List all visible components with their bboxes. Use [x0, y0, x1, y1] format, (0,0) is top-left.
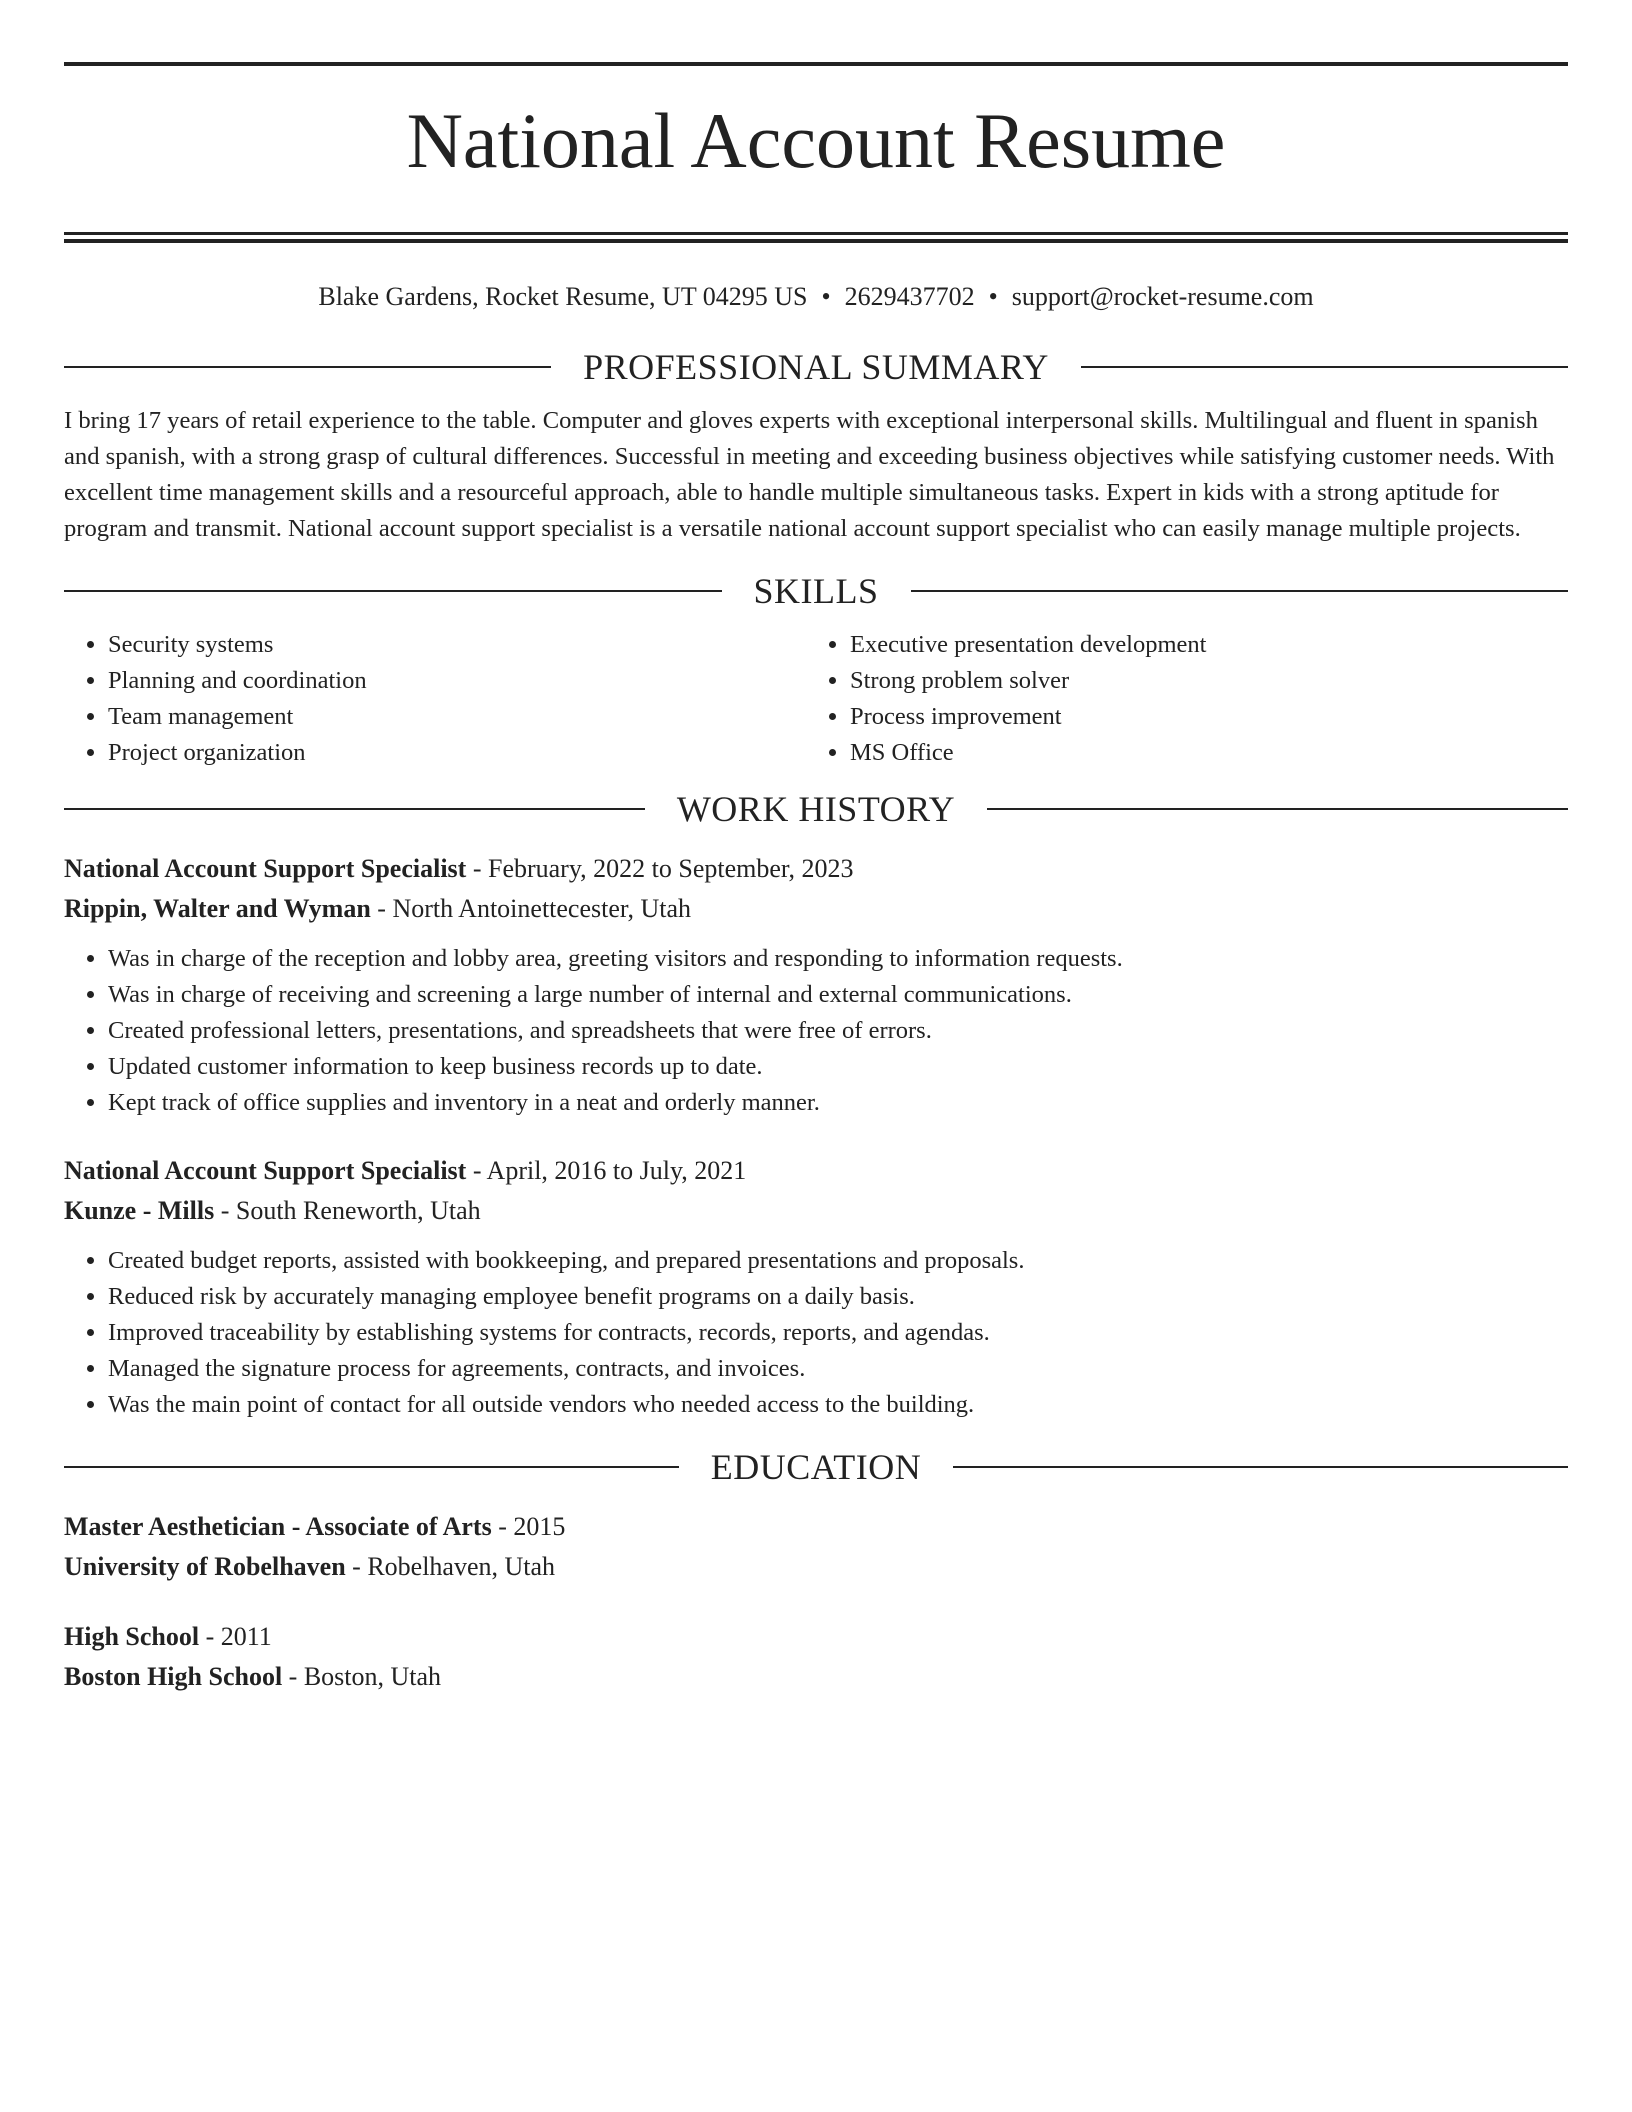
job-dates: - April, 2016 to July, 2021 — [466, 1156, 747, 1185]
skills-list — [64, 627, 1568, 771]
job-bullet: • Kept track of office supplies and inventory in a neat and orderly manner. — [108, 1085, 1568, 1121]
job-entry — [64, 849, 1568, 1121]
job-company: Rippin, Walter and Wyman — [64, 894, 371, 923]
skill-item: • Executive presentation development — [850, 627, 1548, 663]
skill-item: • MS Office — [850, 735, 1548, 771]
job-location: - North Antoinettecester, Utah — [370, 894, 692, 923]
job-bullet: • Created budget reports, assisted with bookkeeping, and prepared presentations and proposals. — [108, 1243, 1568, 1279]
heading-rule — [911, 590, 1569, 592]
heading-rule — [987, 808, 1568, 810]
contact-separator: • — [988, 282, 998, 311]
job-bullet: • Improved traceability by establishing systems for contracts, records, reports, and agendas. — [108, 1315, 1568, 1351]
section-heading-work — [64, 787, 1568, 831]
section-title: WORK HISTORY — [676, 789, 956, 829]
job-bullet: • Was the main point of contact for all outside vendors who needed access to the building. — [108, 1387, 1568, 1423]
heading-rule — [1081, 366, 1568, 368]
job-company-line — [64, 1191, 1568, 1231]
heading-rule — [64, 808, 645, 810]
job-company: Kunze - Mills — [64, 1196, 215, 1225]
job-title: National Account Support Specialist — [64, 854, 467, 883]
education-school: Boston High School — [64, 1662, 283, 1691]
title-double-rule — [64, 232, 1568, 243]
education-school-line — [64, 1657, 1568, 1697]
heading-rule — [953, 1466, 1568, 1468]
contact-line — [64, 279, 1568, 315]
education-degree: High School — [64, 1622, 200, 1651]
job-bullet: • Created professional letters, presentations, and spreadsheets that were free of errors. — [108, 1013, 1568, 1049]
contact-separator: • — [821, 282, 831, 311]
contact-address: Blake Gardens, Rocket Resume, UT 04295 US — [318, 282, 808, 311]
job-company-line — [64, 889, 1568, 929]
job-bullet: • Was in charge of the reception and lobby area, greeting visitors and responding to information requests. — [108, 941, 1568, 977]
heading-rule — [64, 1466, 679, 1468]
job-bullets — [64, 1243, 1568, 1423]
job-bullet: • Reduced risk by accurately managing employee benefit programs on a daily basis. — [108, 1279, 1568, 1315]
skill-item: • Process improvement — [850, 699, 1548, 735]
skill-item: • Strong problem solver — [850, 663, 1548, 699]
skill-item: • Team management — [108, 699, 806, 735]
job-dates: - February, 2022 to September, 2023 — [466, 854, 854, 883]
education-degree-line — [64, 1617, 1568, 1657]
skill-item: • Project organization — [108, 735, 806, 771]
education-location: - Boston, Utah — [282, 1662, 442, 1691]
education-school: University of Robelhaven — [64, 1552, 346, 1581]
education-entry — [64, 1507, 1568, 1587]
section-title: PROFESSIONAL SUMMARY — [583, 347, 1049, 387]
job-bullets — [64, 941, 1568, 1121]
contact-email: support@rocket-resume.com — [1011, 282, 1314, 311]
education-school-line — [64, 1547, 1568, 1587]
section-title: SKILLS — [753, 571, 879, 611]
skill-item: • Security systems — [108, 627, 806, 663]
job-title-line — [64, 1151, 1568, 1191]
heading-rule — [64, 366, 551, 368]
job-bullet: • Updated customer information to keep business records up to date. — [108, 1049, 1568, 1085]
section-heading-skills — [64, 569, 1568, 613]
heading-rule — [64, 590, 722, 592]
top-rule — [64, 62, 1568, 66]
contact-phone: 2629437702 — [844, 282, 975, 311]
education-location: - Robelhaven, Utah — [345, 1552, 556, 1581]
job-title: National Account Support Specialist — [64, 1156, 467, 1185]
education-entry — [64, 1617, 1568, 1697]
skills-column-right — [806, 627, 1548, 771]
skills-column-left — [64, 627, 806, 771]
job-bullet: • Was in charge of receiving and screening a large number of internal and external communications. — [108, 977, 1568, 1013]
education-year: - 2011 — [199, 1622, 272, 1651]
page-title: National Account Resume — [406, 97, 1226, 184]
job-entry — [64, 1151, 1568, 1423]
section-title: EDUCATION — [710, 1447, 922, 1487]
skill-item: • Planning and coordination — [108, 663, 806, 699]
job-bullet: • Managed the signature process for agreements, contracts, and invoices. — [108, 1351, 1568, 1387]
education-year: - 2015 — [491, 1512, 566, 1541]
education-degree-line — [64, 1507, 1568, 1547]
summary-text: I bring 17 years of retail experience to the table. Computer and gloves experts with exceptional interpersonal skills. Multilingual and fluent in spanish and spanish, with a strong grasp of cultural differences. Successful in meeting and exceeding business objectives while satisfying customer needs. With excellent time management skills and a resourceful approach, able to handle multiple simultaneous tasks. Expert in kids with a strong aptitude for program and transmit. National account support specialist is a versatile national account support specialist who can easily manage multiple projects. — [64, 407, 1555, 542]
section-heading-summary — [64, 345, 1568, 389]
job-title-line — [64, 849, 1568, 889]
job-location: - South Reneworth, Utah — [214, 1196, 481, 1225]
section-heading-education — [64, 1445, 1568, 1489]
education-degree: Master Aesthetician - Associate of Arts — [64, 1512, 492, 1541]
